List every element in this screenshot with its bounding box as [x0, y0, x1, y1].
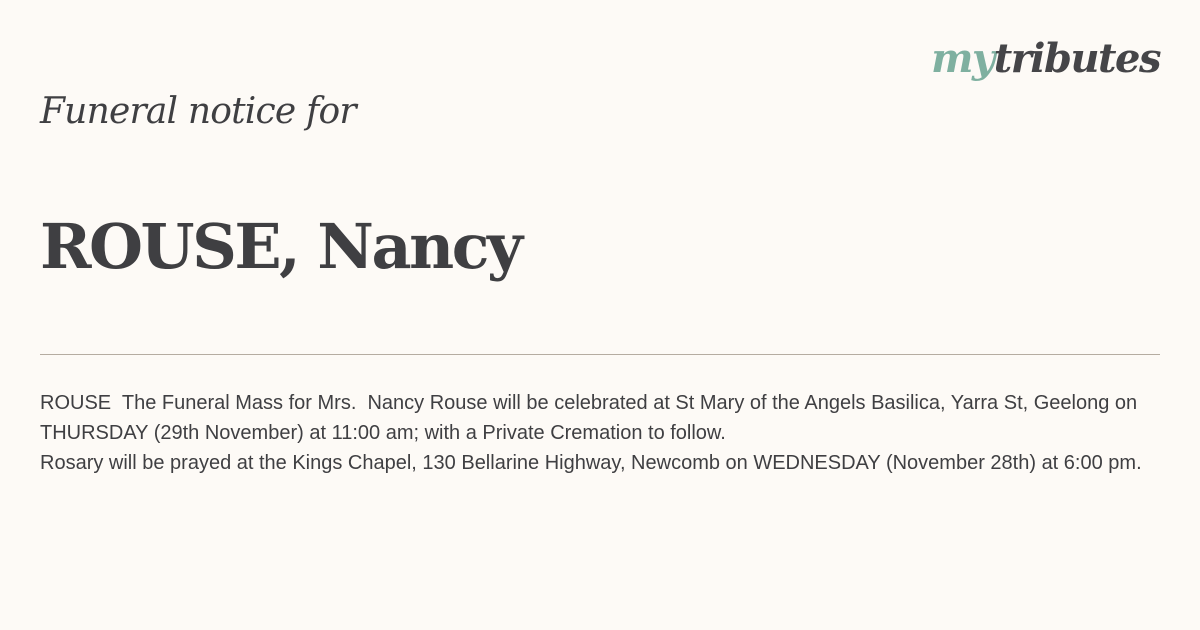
- logo-prefix: my: [931, 35, 994, 82]
- divider: [40, 354, 1160, 355]
- notice-paragraph: ROUSE The Funeral Mass for Mrs. Nancy Rouse will be celebrated at St Mary of the Angels Basilica, Yarra St, Geelong on THURSDAY (29th November) at 11:00 am; with a Private Cremation to follow.: [40, 392, 1143, 444]
- notice-kicker: Funeral notice for: [40, 91, 356, 132]
- logo-suffix: tributes: [993, 35, 1160, 82]
- notice-body: [40, 388, 1195, 478]
- deceased-name: ROUSE, Nancy: [40, 210, 521, 283]
- notice-paragraph: Rosary will be prayed at the Kings Chapel, 130 Bellarine Highway, Newcomb on WEDNESDAY (November 28th) at 6:00 pm.: [40, 452, 1142, 474]
- mytributes-logo[interactable]: [931, 34, 1160, 84]
